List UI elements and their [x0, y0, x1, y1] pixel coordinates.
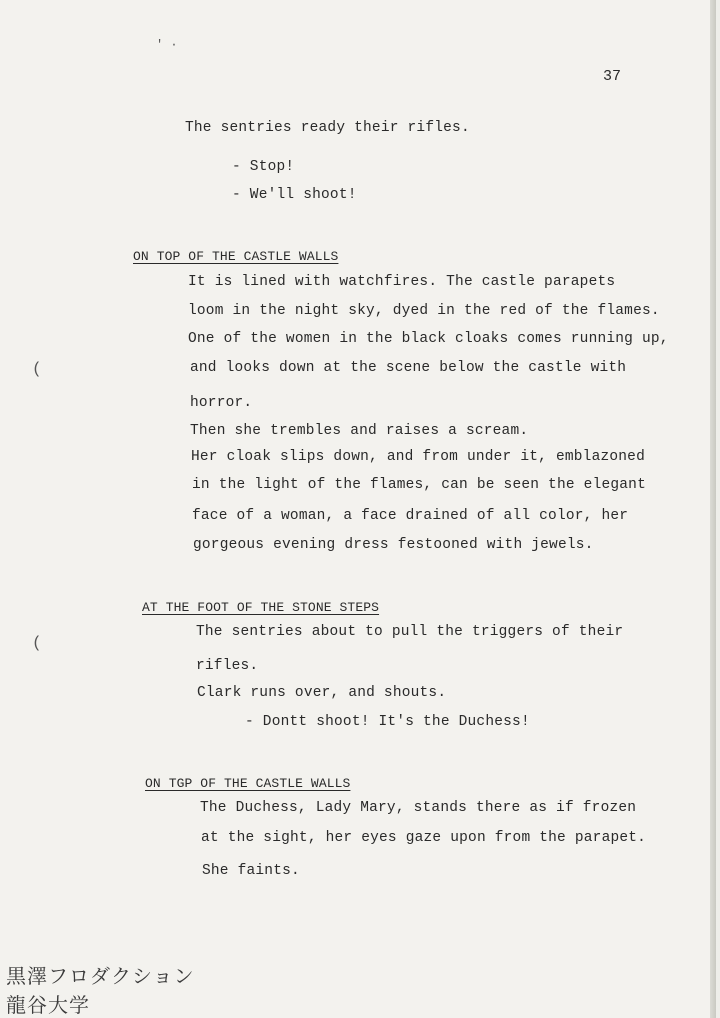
ink-speck: ' · — [156, 38, 178, 52]
script-line: The sentries about to pull the triggers of their — [196, 624, 624, 640]
archive-credit-line2: 龍谷大学 — [6, 993, 90, 1017]
script-line: at the sight, her eyes gaze upon from the parapet. — [201, 830, 647, 846]
script-line: Her cloak slips down, and from under it, emblazoned — [191, 449, 645, 465]
dialogue-line: - Dontt shoot! It's the Duchess! — [245, 714, 530, 730]
archive-credit-line1: 黒澤フロダクション — [6, 964, 195, 988]
script-line: She faints. — [202, 863, 300, 879]
margin-mark: ( — [32, 360, 42, 378]
dialogue-line: - Stop! — [232, 159, 295, 175]
script-line: rifles. — [196, 658, 259, 674]
scene-heading: AT THE FOOT OF THE STONE STEPS — [142, 600, 380, 615]
margin-mark: ( — [32, 634, 42, 652]
script-line: One of the women in the black cloaks comes running up, — [188, 331, 669, 347]
script-line: and looks down at the scene below the castle with — [190, 360, 627, 376]
script-line: gorgeous evening dress festooned with jewels. — [193, 537, 594, 553]
script-line: horror. — [190, 395, 253, 411]
script-line: The sentries ready their rifles. — [185, 120, 470, 136]
scene-heading: ON TGP OF THE CASTLE WALLS — [145, 776, 351, 791]
script-line: It is lined with watchfires. The castle parapets — [188, 274, 616, 290]
page-edge — [710, 0, 716, 1018]
script-line: loom in the night sky, dyed in the red of the flames. — [188, 303, 660, 319]
script-line: in the light of the flames, can be seen the elegant — [192, 477, 646, 493]
dialogue-line: - We'll shoot! — [232, 187, 357, 203]
script-line: The Duchess, Lady Mary, stands there as if frozen — [200, 800, 637, 816]
script-line: Then she trembles and raises a scream. — [190, 423, 529, 439]
page-number: 37 — [603, 68, 622, 85]
script-line: face of a woman, a face drained of all color, her — [192, 508, 629, 524]
script-line: Clark runs over, and shouts. — [197, 685, 447, 701]
scene-heading: ON TOP OF THE CASTLE WALLS — [133, 249, 339, 264]
